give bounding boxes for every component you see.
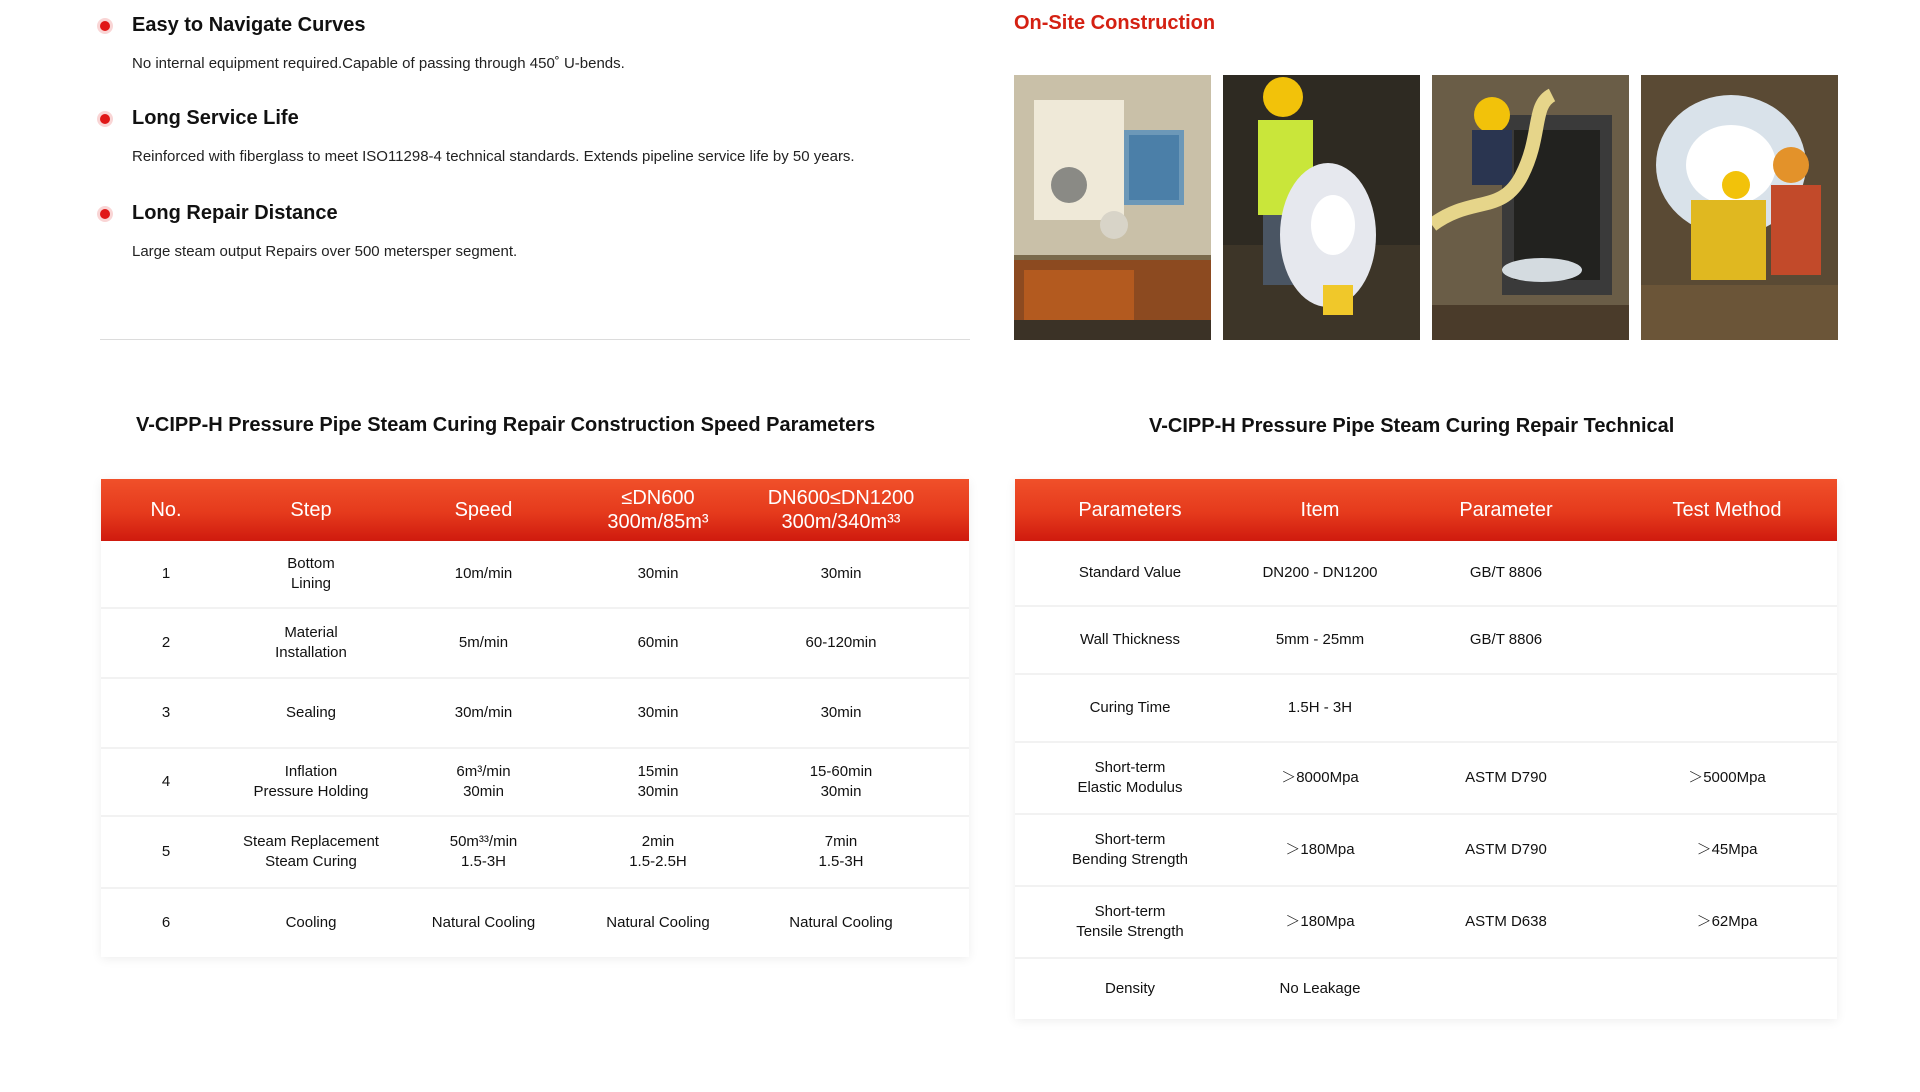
cell-parameter-line1: ASTM D790 — [1465, 769, 1547, 786]
cell-step-line1: Bottom — [287, 555, 335, 572]
onsite-photo-gallery — [1014, 75, 1838, 340]
table-row — [101, 749, 969, 817]
header-dn1200-line2: 300m/340m³³ — [781, 511, 901, 533]
header-no: No. — [150, 499, 182, 521]
bullet-dot-icon — [100, 209, 110, 219]
cell-parameters — [1015, 902, 1245, 942]
feature-title: Easy to Navigate Curves — [132, 14, 366, 36]
header-parameters: Parameters — [1078, 499, 1182, 521]
cell-step-line2: Steam Curing — [265, 853, 357, 870]
feature-description: No internal equipment required.Capable of passing through 450˚ U-bends. — [132, 55, 625, 72]
cell-dn600-line1: Natural Cooling — [606, 914, 710, 931]
cell-test-method — [1617, 912, 1837, 932]
header-dn600-line1: ≤DN600 — [621, 487, 695, 509]
header-dn1200-line1: DN600≤DN1200 — [767, 487, 915, 509]
cell-dn600 — [576, 762, 740, 802]
header-parameter: Parameter — [1459, 499, 1553, 521]
cell-dn1200 — [740, 762, 942, 802]
cell-step — [231, 703, 391, 723]
cell-test-method-line1: ＞62Mpa — [1696, 913, 1758, 930]
cell-parameter-line1: ASTM D790 — [1465, 841, 1547, 858]
table-row — [1015, 959, 1837, 1019]
cell-no-line1: 4 — [161, 773, 171, 790]
table-row — [101, 609, 969, 679]
cell-step-line1: Sealing — [285, 704, 337, 721]
cell-item — [1245, 840, 1395, 860]
cell-parameters-line2: Bending Strength — [1072, 851, 1188, 868]
cell-parameter — [1395, 912, 1617, 932]
cell-speed — [391, 633, 576, 653]
cell-step — [231, 832, 391, 872]
cell-step — [231, 554, 391, 594]
cell-no — [101, 633, 231, 653]
cell-parameters-line2: Elastic Modulus — [1077, 779, 1183, 796]
cell-dn1200 — [740, 633, 942, 653]
header-dn600 — [576, 486, 740, 534]
cell-dn1200-line2: 1.5-3H — [818, 853, 864, 870]
table-row — [1015, 675, 1837, 743]
cell-item — [1245, 979, 1395, 999]
cell-parameters — [1015, 698, 1245, 718]
cell-parameters — [1015, 758, 1245, 798]
cell-parameter-line1: ASTM D638 — [1465, 913, 1547, 930]
cell-speed-line1: 50m³³/min — [449, 833, 518, 850]
cell-parameters — [1015, 563, 1245, 583]
cell-item — [1245, 563, 1395, 583]
cell-speed-line2: 1.5-3H — [460, 853, 507, 870]
cell-item-line1: 1.5H - 3H — [1287, 699, 1353, 716]
table-body — [1015, 541, 1837, 1019]
cell-item — [1245, 912, 1395, 932]
cell-dn1200-line1: 30min — [820, 565, 862, 582]
cell-test-method-line1: ＞5000Mpa — [1688, 769, 1766, 786]
cell-dn600-line1: 2min — [641, 833, 675, 850]
cell-no-line1: 3 — [161, 704, 171, 721]
cell-item-line1: ＞180Mpa — [1285, 913, 1355, 930]
tech-table-title: V-CIPP-H Pressure Pipe Steam Curing Repair Technical — [1149, 415, 1675, 437]
header-dn1200 — [740, 486, 942, 534]
header-speed: Speed — [454, 499, 513, 521]
table-row — [101, 817, 969, 889]
cell-no-line1: 6 — [161, 914, 171, 931]
table-row — [1015, 743, 1837, 815]
cell-step — [231, 623, 391, 663]
cell-dn1200-line1: 7min — [824, 833, 858, 850]
cell-parameter-line1: GB/T 8806 — [1469, 564, 1543, 581]
cell-item-line1: No Leakage — [1279, 980, 1361, 997]
cell-dn1200-line1: 30min — [820, 704, 862, 721]
table-row — [101, 541, 969, 609]
bullet-dot-icon — [100, 114, 110, 124]
cell-parameter — [1395, 840, 1617, 860]
cell-speed-line1: 10m/min — [454, 565, 513, 582]
feature-description: Large steam output Repairs over 500 metersper segment. — [132, 243, 518, 260]
cell-parameters-line1: Wall Thickness — [1079, 631, 1181, 648]
cell-dn1200-line2: 30min — [820, 783, 862, 800]
cell-item — [1245, 630, 1395, 650]
cell-dn600-line2: 1.5-2.5H — [629, 853, 687, 870]
header-item: Item — [1300, 499, 1340, 521]
cell-no — [101, 564, 231, 584]
technical-parameters-table — [1015, 479, 1837, 1019]
cell-item-line1: ＞8000Mpa — [1281, 769, 1359, 786]
cell-dn600 — [576, 832, 740, 872]
cell-no — [101, 913, 231, 933]
cell-parameters — [1015, 979, 1245, 999]
cell-step-line1: Steam Replacement — [243, 833, 379, 850]
cell-dn600-line1: 60min — [637, 634, 679, 651]
cell-test-method-line1: ＞45Mpa — [1696, 841, 1758, 858]
speed-table-title: V-CIPP-H Pressure Pipe Steam Curing Repair Construction Speed Parameters — [136, 414, 876, 436]
cell-dn600-line2: 30min — [637, 783, 679, 800]
table-row — [1015, 541, 1837, 607]
cell-dn600-line1: 30min — [637, 704, 679, 721]
photo-workers-lighting[interactable] — [1641, 75, 1838, 340]
cell-dn600 — [576, 703, 740, 723]
cell-test-method — [1617, 840, 1837, 860]
cell-step-line1: Material — [284, 624, 338, 641]
cell-speed — [391, 832, 576, 872]
cell-speed — [391, 564, 576, 584]
bullet-dot-icon — [100, 21, 110, 31]
header-test-method: Test Method — [1672, 499, 1782, 521]
cell-item-line1: 5mm - 25mm — [1275, 631, 1365, 648]
cell-dn1200 — [740, 564, 942, 584]
cell-speed-line1: 30m/min — [454, 704, 513, 721]
table-header — [1015, 479, 1837, 541]
cell-dn1200-line1: 60-120min — [805, 634, 877, 651]
table-body — [101, 541, 969, 957]
cell-step — [231, 913, 391, 933]
cell-parameters-line1: Short-term — [1094, 831, 1166, 848]
cell-dn600 — [576, 913, 740, 933]
cell-dn1200 — [740, 913, 942, 933]
cell-parameters-line2: Tensile Strength — [1076, 923, 1184, 940]
cell-dn600 — [576, 633, 740, 653]
cell-parameter — [1395, 768, 1617, 788]
table-row — [101, 679, 969, 749]
cell-speed-line1: 6m³/min — [456, 763, 511, 780]
cell-parameters-line1: Short-term — [1094, 903, 1166, 920]
header-dn600-line2: 300m/85m³ — [607, 511, 709, 533]
feature-title: Long Repair Distance — [132, 202, 338, 224]
cell-no — [101, 703, 231, 723]
section-divider — [100, 339, 970, 340]
cell-parameters-line1: Curing Time — [1089, 699, 1171, 716]
cell-item — [1245, 768, 1395, 788]
cell-speed-line1: 5m/min — [458, 634, 509, 651]
cell-step-line2: Lining — [290, 575, 332, 592]
cell-speed-line2: 30min — [463, 783, 504, 800]
cell-speed — [391, 762, 576, 802]
header-step: Step — [290, 499, 332, 521]
cell-dn600 — [576, 564, 740, 584]
cell-dn1200 — [740, 832, 942, 872]
speed-parameters-table — [101, 479, 969, 957]
cell-no-line1: 2 — [161, 634, 171, 651]
cell-parameters — [1015, 630, 1245, 650]
cell-parameter — [1395, 630, 1617, 650]
table-header — [101, 479, 969, 541]
cell-item — [1245, 698, 1395, 718]
cell-no-line1: 5 — [161, 843, 171, 860]
cell-parameters-line1: Standard Value — [1078, 564, 1182, 581]
table-row — [1015, 887, 1837, 959]
cell-parameters-line1: Short-term — [1094, 759, 1166, 776]
cell-dn1200 — [740, 703, 942, 723]
table-row — [1015, 607, 1837, 675]
cell-step-line2: Pressure Holding — [253, 783, 369, 800]
cell-item-line1: DN200 - DN1200 — [1262, 564, 1378, 581]
cell-no — [101, 772, 231, 792]
cell-speed-line1: Natural Cooling — [431, 914, 536, 931]
cell-parameters-line1: Density — [1104, 980, 1156, 997]
cell-parameter-line1: GB/T 8806 — [1469, 631, 1543, 648]
cell-dn600-line1: 15min — [637, 763, 679, 780]
cell-parameter — [1395, 563, 1617, 583]
cell-step-line1: Inflation — [284, 763, 338, 780]
cell-speed — [391, 913, 576, 933]
photo-manhole-hose[interactable] — [1432, 75, 1629, 340]
photo-steam-equipment[interactable] — [1014, 75, 1211, 340]
feature-description: Reinforced with fiberglass to meet ISO11298-4 technical standards. Extends pipeline service life by 50 years. — [132, 148, 855, 165]
cell-dn1200-line1: 15-60min — [809, 763, 873, 780]
photo-worker-pipe[interactable] — [1223, 75, 1420, 340]
cell-dn1200-line1: Natural Cooling — [789, 914, 893, 931]
cell-parameters — [1015, 830, 1245, 870]
cell-step-line2: Installation — [275, 644, 347, 661]
feature-title: Long Service Life — [132, 107, 299, 129]
cell-no — [101, 842, 231, 862]
table-row — [101, 889, 969, 957]
cell-dn600-line1: 30min — [637, 565, 679, 582]
cell-item-line1: ＞180Mpa — [1285, 841, 1355, 858]
cell-step-line1: Cooling — [285, 914, 337, 931]
cell-speed — [391, 703, 576, 723]
onsite-title: On-Site Construction — [1014, 12, 1216, 34]
table-row — [1015, 815, 1837, 887]
cell-no-line1: 1 — [161, 565, 171, 582]
cell-test-method — [1617, 768, 1837, 788]
cell-step — [231, 762, 391, 802]
